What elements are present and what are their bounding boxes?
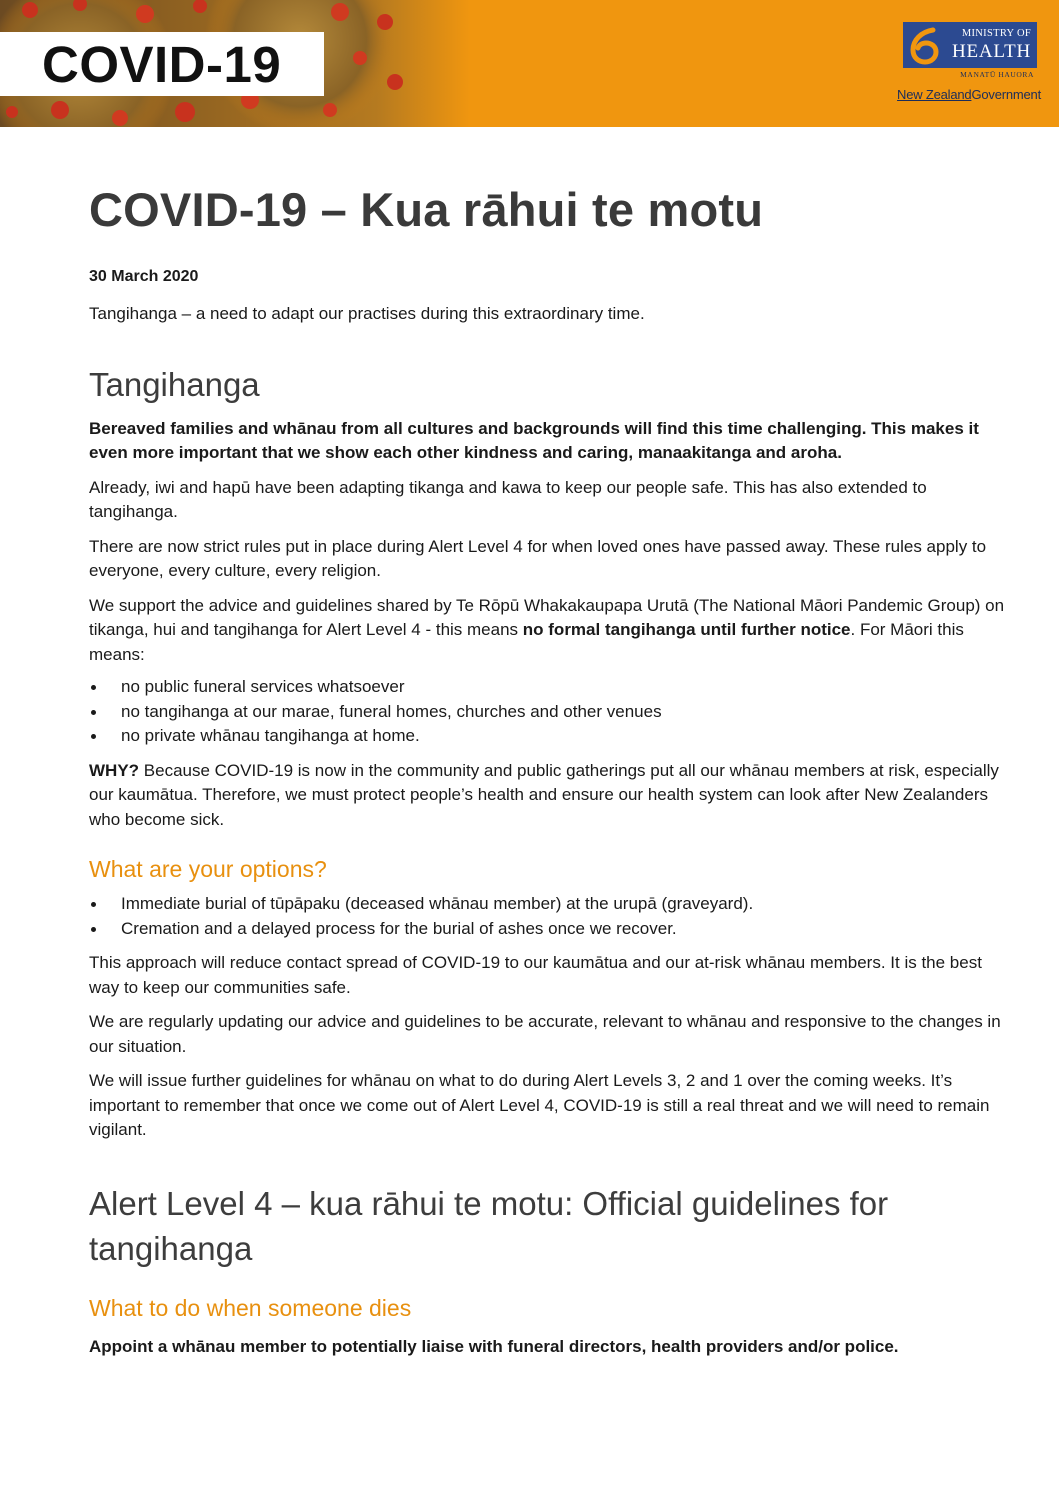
list-item: Immediate burial of tūpāpaku (deceased whānau member) at the urupā (graveyard). — [89, 892, 1009, 917]
document-title: COVID-19 – Kua rāhui te motu — [89, 183, 764, 236]
paragraph: Already, iwi and hapū have been adapting tikanga and kawa to keep our people safe. This has also extended to tangihanga. — [89, 477, 927, 521]
nz-government-logo — [897, 87, 1041, 102]
nz-government-part1: New Zealand — [897, 87, 972, 102]
logo-maori-name: MANATŪ HAUORA — [960, 70, 1034, 79]
ministry-mark-icon — [903, 22, 945, 68]
list-item: no tangihanga at our marae, funeral homes, churches and other venues — [89, 700, 1009, 725]
list-item: no public funeral services whatsoever — [89, 675, 1009, 700]
paragraph: There are now strict rules put in place during Alert Level 4 for when loved ones have passed away. These rules apply to everyone, every culture, every religion. — [89, 536, 987, 580]
list-item: Cremation and a delayed process for the burial of ashes once we recover. — [89, 917, 1009, 942]
paragraph: We are regularly updating our advice and guidelines to be accurate, relevant to whānau and responsive to the changes in our situation. — [89, 1012, 1001, 1056]
lead-paragraph: Appoint a whānau member to potentially liaise with funeral directors, health providers and/or police. — [89, 1336, 899, 1356]
paragraph-why — [89, 759, 1009, 833]
intro-paragraph: Tangihanga – a need to adapt our practises during this extraordinary time. — [89, 304, 645, 323]
list-item: no private whānau tangihanga at home. — [89, 724, 1009, 749]
ministry-of-health-logo — [903, 22, 1037, 68]
paragraph-guidelines — [89, 594, 1009, 668]
banner-title-box — [0, 32, 324, 96]
paragraph: This approach will reduce contact spread of COVID-19 to our kaumātua and our at-risk whānau members. It is the best way to keep our communities safe. — [89, 953, 982, 997]
logo-line-2: HEALTH — [951, 40, 1031, 62]
bullet-list-restrictions — [89, 675, 1009, 749]
section-heading-official-guidelines: Alert Level 4 – kua rāhui te motu: Official guidelines for tangihanga — [89, 1184, 889, 1267]
document-body — [89, 160, 1009, 1359]
subheading-options: What are your options? — [89, 856, 327, 882]
bullet-list-options — [89, 892, 1009, 941]
header-banner — [0, 0, 1059, 127]
text-span: . For Māori this means: — [89, 620, 964, 664]
why-label: WHY? — [89, 760, 140, 780]
banner-title: COVID-19 — [42, 35, 282, 93]
logo-line-1: MINISTRY OF — [961, 28, 1031, 40]
document-date: 30 March 2020 — [89, 268, 199, 285]
subheading-when-someone-dies: What to do when someone dies — [89, 1294, 412, 1321]
nz-government-part2: Government — [971, 87, 1041, 102]
paragraph: We will issue further guidelines for whānau on what to do during Alert Levels 3, 2 and 1 over the coming weeks. It’s important to remember that once we come out of Alert Level 4, COVID-19 is still a real threat and we will need to remain vigilant. — [89, 1071, 990, 1139]
text-span: Because COVID-19 is now in the community and public gatherings put all our whānau members at risk, especially our kaumātua. Therefore, we must protect people’s health and ensure our health system can look after New Zealanders who become sick. — [89, 760, 999, 829]
bold-text-span: no formal tangihanga until further notice — [522, 620, 851, 639]
ministry-logo-text — [945, 29, 1037, 61]
text-span: We support the advice and guidelines shared by Te Rōpū Whakakaupapa Urutā (The National Māori Pandemic Group) on tikanga, hui and tangihanga for Alert Level 4 - this means — [89, 595, 1005, 639]
section-heading-tangihanga: Tangihanga — [89, 365, 260, 403]
lead-paragraph: Bereaved families and whānau from all cultures and backgrounds will find this time challenging. This makes it even more important that we show each other kindness and caring, manaakitanga and aroha. — [89, 418, 979, 462]
